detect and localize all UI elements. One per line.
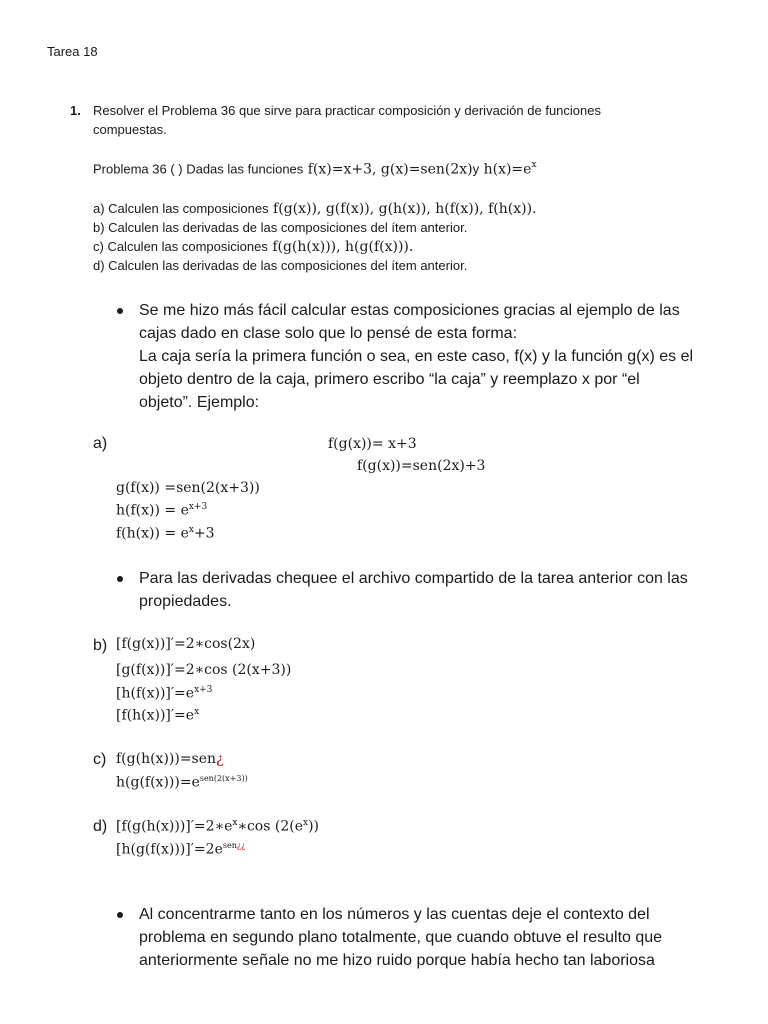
answer-b-row-3 (116, 685, 212, 702)
answer-c-row-2-exp: sen(2(x+3)) (199, 774, 248, 783)
page-title: Tarea 18 (47, 44, 98, 59)
part-c-text: c) Calculen las composiciones (93, 239, 268, 254)
answer-b-row-4-exp: x (194, 707, 200, 717)
bullet-1-line: objeto dentro de la caja, primero escribo “la caja” y reemplazo x por “el (139, 371, 640, 388)
answer-a-label: a) (93, 435, 108, 452)
answer-c-row-1-base: f(g(h(x)))=sen (116, 751, 217, 767)
answer-a-row-2 (116, 502, 207, 519)
part-c (93, 238, 413, 256)
part-b-text: b) Calculen las derivadas de las composiciones del ítem anterior. (93, 220, 468, 235)
item-line-1: Resolver el Problema 36 que sirve para practicar composición y derivación de funciones (93, 103, 601, 118)
answer-a-row-3-tail: +3 (193, 525, 215, 542)
bullet-1-line: objeto”. Ejemplo: (139, 394, 260, 411)
bullet-3-dot (117, 912, 123, 918)
answer-b-label: b) (93, 637, 108, 654)
problem-y: y (472, 161, 480, 177)
bullet-3 (139, 903, 662, 972)
answer-d-row-1-c: )) (308, 818, 320, 835)
answer-a-row-1: g(f(x)) =sen(2(x+3)) (116, 480, 260, 496)
answer-d-label: d) (93, 818, 108, 835)
answer-c-row-1 (116, 751, 224, 767)
answer-b-row-1: [f(g(x))]′=2∗cos(2x) (116, 636, 256, 652)
answer-d-row-2-exp: sen (222, 841, 237, 850)
answer-d-row-1-exp2: x (303, 818, 309, 828)
answer-b-row-4 (116, 707, 199, 724)
problem-h-exp: x (531, 160, 537, 170)
bullet-1 (139, 299, 693, 414)
answer-d-row-1-a: [f(g(h(x)))]′=2∗e (116, 818, 233, 835)
part-d-text: d) Calculen las derivadas de las composiciones del ítem anterior. (93, 258, 468, 273)
answer-a-row-3-base: f(h(x)) = e (116, 525, 189, 542)
bullet-2 (139, 567, 688, 613)
answer-a-row-3-exp: x (188, 525, 194, 535)
answer-b-row-2: [g(f(x))]′=2∗cos (2(x+3)) (116, 662, 292, 678)
bullet-1-dot (117, 308, 123, 314)
part-a (93, 200, 536, 218)
answer-a-row-2-exp: x+3 (188, 502, 208, 512)
bullet-1-line: La caja sería la primera función o sea, en este caso, f(x) y la función g(x) es el (139, 348, 694, 365)
answer-d-row-1 (116, 818, 319, 835)
answer-b-row-3-base: [h(f(x))]′=e (116, 685, 195, 702)
answer-b-row-4-base: [f(h(x))]′=e (116, 707, 195, 724)
bullet-3-line: anteriormente señale no me hizo ruido porque había hecho tan laboriosa (139, 952, 655, 969)
problem-h: h(x)=e (483, 161, 532, 178)
problem-f: f(x)=x+3, (307, 161, 377, 178)
answer-a-example-2: f(g(x))=sen(2x)+3 (357, 458, 486, 474)
bullet-1-line: Se me hizo más fácil calcular estas composiciones gracias al ejemplo de las (139, 302, 680, 319)
answer-d-row-1-exp: x (232, 818, 238, 828)
bullet-1-line: cajas dado en clase solo que lo pensé de esta forma: (139, 325, 518, 342)
answer-c-row-2-base: h(g(f(x)))=e (116, 774, 200, 791)
answer-d-row-1-b: ∗cos (2(e (237, 818, 303, 835)
bullet-3-line: problema en segundo plano totalmente, que cuando obtuve el resulto que (139, 929, 663, 946)
problem-statement (93, 160, 537, 178)
item-number: 1. (70, 103, 81, 118)
part-a-math: f(g(x)), g(f(x)), g(h(x)), h(f(x)), f(h(x)). (273, 201, 537, 217)
answer-d-row-2-base: [h(g(f(x)))]′=2e (116, 841, 223, 858)
bullet-3-line: Al concentrarme tanto en los números y las cuentas deje el contexto del (139, 906, 650, 923)
answer-d-row-2-mark: ¿¿ (236, 841, 246, 850)
bullet-2-line: Para las derivadas chequee el archivo compartido de la tarea anterior con las (139, 570, 688, 587)
item-line-2: compuestas. (93, 122, 167, 137)
answer-a-row-2-base: h(f(x)) = e (116, 502, 189, 519)
answer-a-row-3 (116, 525, 215, 542)
problem-g: g(x)=sen(2x) (380, 161, 473, 178)
answer-d-row-2 (116, 841, 245, 858)
bullet-2-dot (117, 576, 123, 582)
answer-c-row-1-mark: ¿ (216, 751, 224, 767)
bullet-2-line: propiedades. (139, 593, 232, 610)
answer-a-example-1: f(g(x))= x+3 (328, 436, 417, 452)
problem-prefix: Problema 36 ( ) Dadas las funciones (93, 161, 304, 177)
part-a-text: a) Calculen las composiciones (93, 201, 269, 216)
answer-c-row-2 (116, 774, 248, 791)
answer-c-label: c) (93, 751, 107, 768)
part-c-math: f(g(h(x))), h(g(f(x))). (272, 239, 414, 255)
answer-b-row-3-exp: x+3 (194, 685, 213, 695)
